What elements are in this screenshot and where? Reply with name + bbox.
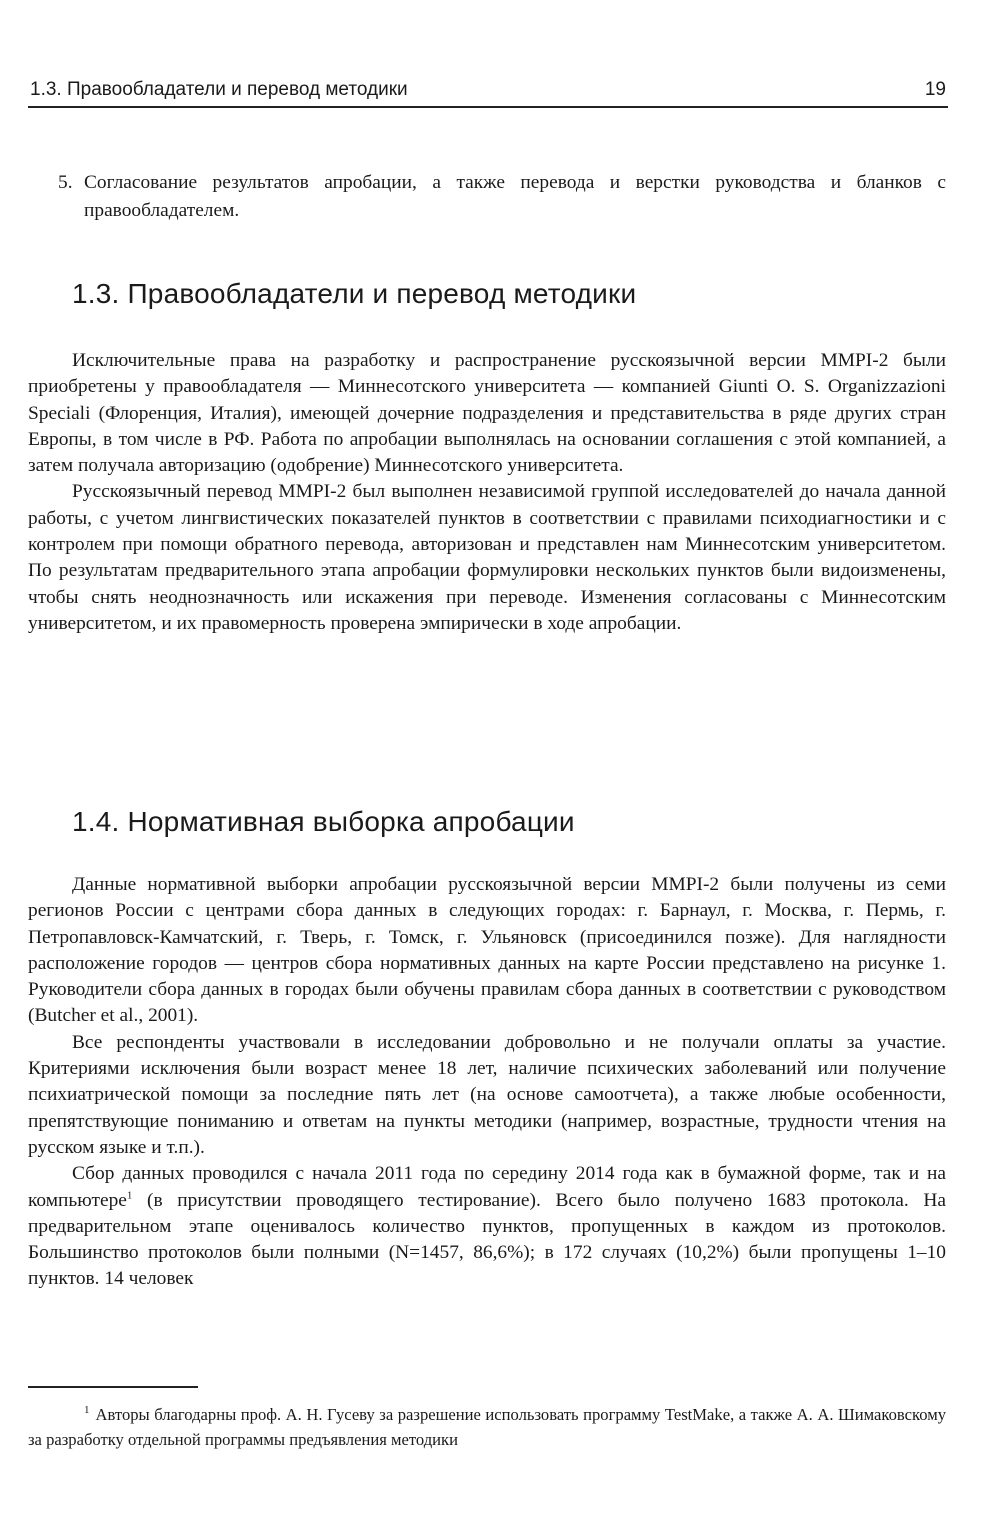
paragraph: Русскоязычный перевод MMPI-2 был выполнен независимой группой исследователей до начала данной работы, с учетом лингвистических показателей пунктов в соответствии с правилами психодиагностики и с контролем при помощи обратного перевода, авторизован и представлен нам Миннесотским университетом. По результатам предварительного этапа апробации формулировки нескольких пунктов были видоизменены, чтобы снять неоднозначность или искажения при переводе. Изменения согласованы с Миннесотским университетом, и их правомерность проверена эмпирически в ходе апробации. bbox=[28, 481, 946, 634]
section-body-1-4 bbox=[28, 872, 946, 1293]
section-heading-1-4: 1.4. Нормативная выборка апробации bbox=[72, 806, 575, 837]
footnote-mark: 1 bbox=[84, 1404, 90, 1417]
paragraph: Все респонденты участвовали в исследовании добровольно и не получали оплаты за участие. Критериями исключения были возраст менее 18 лет, наличие психических заболеваний или получение психиатрической помощи за последние пять лет (на основе самоотчета), а также любые особенности, препятствующие пониманию и ответам на пункты методики (например, возрастные, трудности чтения на русском языке и т.п.). bbox=[28, 1031, 946, 1158]
list-item-text: Согласование результатов апробации, а также перевода и верстки руководства и бланков с правообладателем. bbox=[84, 172, 946, 221]
paragraph: Исключительные права на разработку и распространение русскоязычной версии MMPI-2 были приобретены у правообладателя — Миннесотского университета — компанией Giunti O. S. Organizzazioni Speciali (Флоренция, Италия), имеющей дочерние подразделения и представительства в ряде других стран Европы, в том числе в РФ. Работа по апробации выполнялась на основании соглашения с этой компанией, а затем получала авторизацию (одобрение) Миннесотского университета. bbox=[28, 350, 946, 477]
footnote-text: Авторы благодарны проф. А. Н. Гусеву за разрешение использовать программу TestMake, а также А. А. Шимаковскому за разработку отдельной программы предъявления методики bbox=[28, 1405, 946, 1449]
list-item bbox=[58, 169, 946, 225]
section-body-1-3 bbox=[28, 348, 946, 637]
running-header-title: 1.3. Правообладатели и перевод методики bbox=[30, 79, 408, 100]
footnote-divider bbox=[28, 1386, 198, 1388]
paragraph-text: Сбор данных проводился с начала 2011 года по середину 2014 года как в бумажной форме, так и на компьютере bbox=[28, 1163, 946, 1211]
footnote-reference[interactable]: 1 bbox=[126, 1189, 133, 1202]
paragraph-text: (в присутствии проводящего тестирование). Всего было получено 1683 протокола. На предварительном этапе оценивалось количество пунктов, пропущенных в каждом из протоколов. Большинство протоколов были полными (N=1457, 86,6%); в 172 случаях (10,2%) были пропущены 1–10 пунктов. 14 человек bbox=[28, 1189, 946, 1290]
page-number: 19 bbox=[924, 79, 946, 100]
list-item-number: 5. bbox=[58, 172, 73, 193]
running-header bbox=[28, 72, 948, 108]
paragraph: Данные нормативной выборки апробации русскоязычной версии MMPI-2 были получены из семи регионов России с центрами сбора данных в следующих городах: г. Барнаул, г. Москва, г. Пермь, г. Петропавловск-Камчатский, г. Тверь, г. Томск, г. Ульяновск (присоединился позже). Для наглядности расположение городов — центров сбора нормативных данных на карте России представлено на рисунке 1. Руководители сбора данных в городах были обучены правилам сбора данных в соответствии с руководством (Butcher et al., 2001). bbox=[28, 874, 946, 1027]
paragraph bbox=[28, 1161, 946, 1292]
section-heading-1-3: 1.3. Правообладатели и перевод методики bbox=[72, 278, 637, 309]
footnote bbox=[28, 1402, 946, 1452]
